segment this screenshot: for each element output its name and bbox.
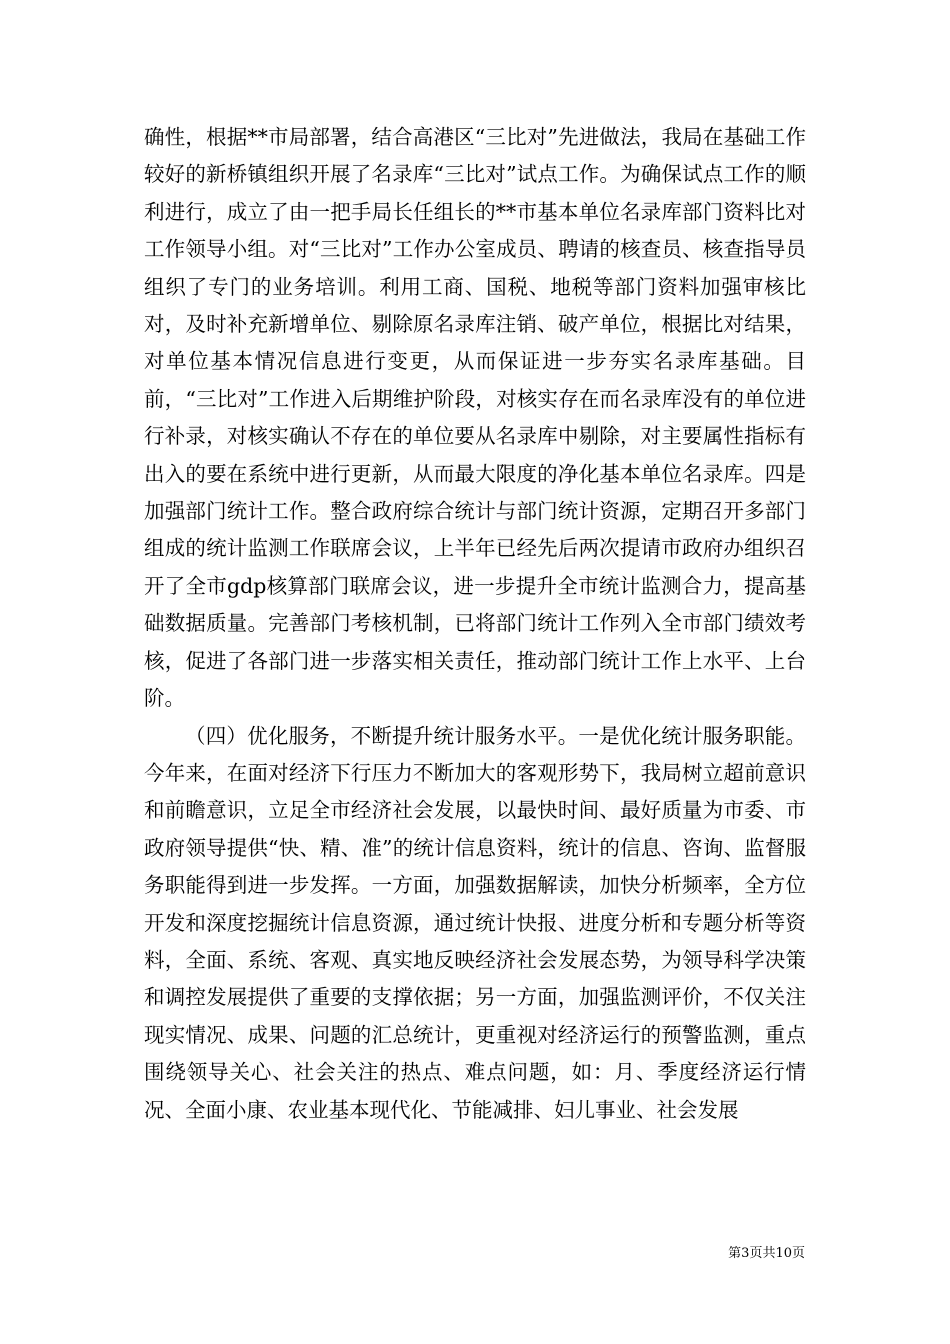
body-paragraph-2: （四）优化服务，不断提升统计服务水平。一是优化统计服务职能。今年来，在面对经济下行压力不断加大的客观形势下，我局树立超前意识和前瞻意识，立足全市经济社会发展，以最快时间、最好质量为市委、市政府领导提供“快、精、准”的统计信息资料，统计的信息、咨询、监督服务职能得到进一步发挥。一方面，加强数据解读，加快分析频率，全方位开发和深度挖掘统计信息资源，通过统计快报、进度分析和专题分析等资料，全面、系统、客观、真实地反映经济社会发展态势，为领导科学决策和调控发展提供了重要的支撑依据；另一方面，加强监测评价，不仅关注现实情况、成果、问题的汇总统计，更重视对经济运行的预警监测，重点围绕领导关心、社会关注的热点、难点问题，如：月、季度经济运行情况、全面小康、农业基本现代化、节能减排、妇儿事业、社会发展 [144, 723, 806, 1122]
page-footer [0, 1245, 805, 1263]
page-number: 第3页共10页 [728, 1246, 805, 1261]
body-paragraph-1: 确性，根据**市局部署，结合高港区“三比对”先进做法，我局在基础工作较好的新桥镇组织开展了名录库“三比对”试点工作。为确保试点工作的顺利进行，成立了由一把手局长任组长的**市基本单位名录库部门资料比对工作领导小组。对“三比对”工作办公室成员、聘请的核查员、核查指导员组织了专门的业务培训。利用工商、国税、地税等部门资料加强审核比对，及时补充新增单位、剔除原名录库注销、破产单位，根据比对结果，对单位基本情况信息进行变更，从而保证进一步夯实名录库基础。目前，“三比对”工作进入后期维护阶段，对核实存在而名录库没有的单位进行补录，对核实确认不存在的单位要从名录库中剔除，对主要属性指标有出入的要在系统中进行更新，从而最大限度的净化基本单位名录库。四是加强部门统计工作。整合政府综合统计与部门统计资源，定期召开多部门组成的统计监测工作联席会议，上半年已经先后两次提请市政府办组织召开了全市gdp核算部门联席会议，进一步提升全市统计监测合力，提高基础数据质量。完善部门考核机制，已将部门统计工作列入全市部门绩效考核，促进了各部门进一步落实相关责任，推动部门统计工作上水平、上台阶。 [144, 125, 806, 711]
document-body [144, 119, 806, 1129]
